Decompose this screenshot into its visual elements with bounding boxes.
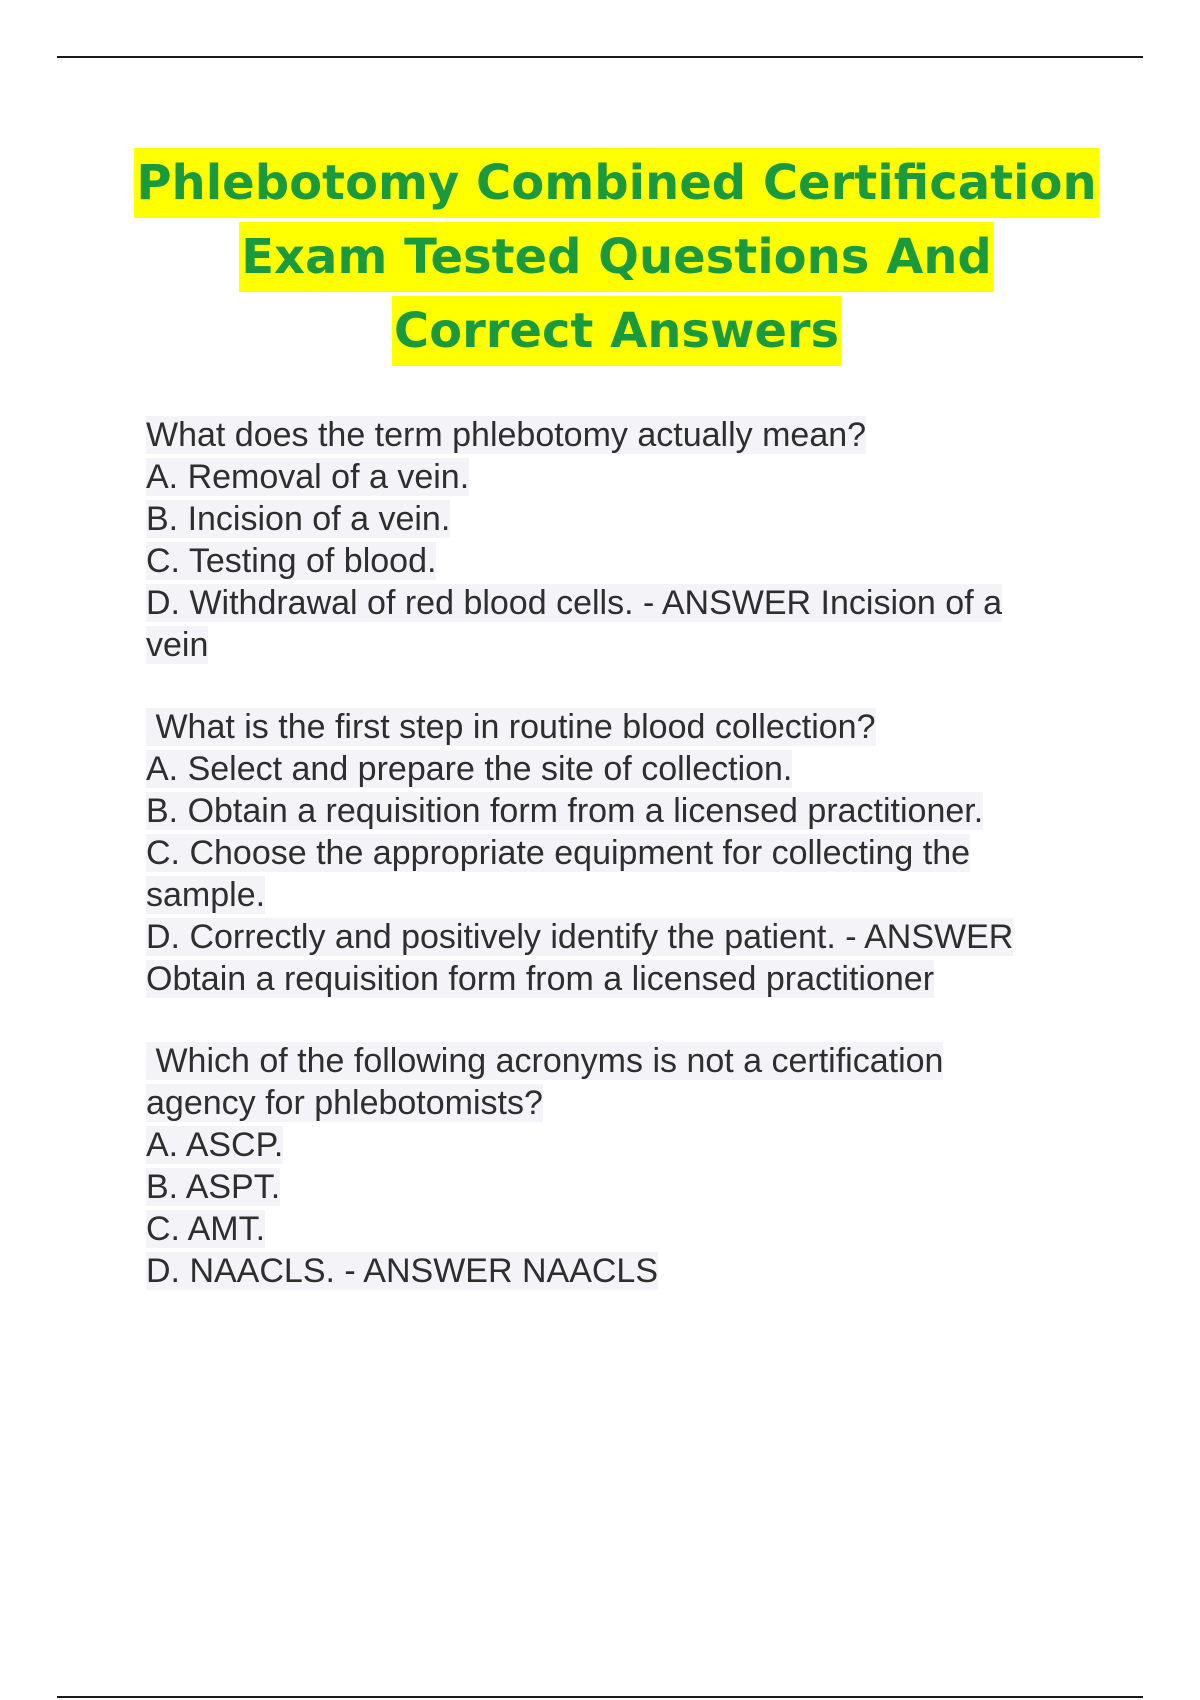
question-block-3: [146, 1040, 1086, 1292]
answer-continuation: Obtain a requisition form from a licensed practitioner: [146, 960, 935, 998]
option-a: A. ASCP.: [146, 1126, 284, 1164]
title-line-1: Phlebotomy Combined Certification: [134, 148, 1098, 218]
title-line-2: Exam Tested Questions And: [239, 222, 994, 292]
question-text-continuation: agency for phlebotomists?: [146, 1084, 543, 1122]
question-text: What is the first step in routine blood collection?: [146, 708, 876, 746]
option-d-answer: D. NAACLS. - ANSWER NAACLS: [146, 1252, 659, 1290]
question-text: What does the term phlebotomy actually mean?: [146, 416, 867, 454]
document-title: [0, 148, 1200, 370]
option-b: B. ASPT.: [146, 1168, 281, 1206]
option-d-answer: D. Withdrawal of red blood cells. - ANSWER Incision of a: [146, 584, 1002, 622]
option-c: C. Testing of blood.: [146, 542, 437, 580]
option-a: A. Removal of a vein.: [146, 458, 470, 496]
question-text: Which of the following acronyms is not a certification: [146, 1042, 944, 1080]
option-c: C. AMT.: [146, 1210, 266, 1248]
option-c-continuation: sample.: [146, 876, 266, 914]
title-line-3: Correct Answers: [392, 296, 841, 366]
header-rule: [57, 56, 1143, 58]
option-d-answer: D. Correctly and positively identify the patient. - ANSWER: [146, 918, 1014, 956]
option-b: B. Incision of a vein.: [146, 500, 451, 538]
footer-rule: [57, 1696, 1143, 1698]
option-a: A. Select and prepare the site of collection.: [146, 750, 793, 788]
question-block-1: [146, 414, 1086, 666]
question-list: [146, 414, 1086, 1332]
option-b: B. Obtain a requisition form from a licensed practitioner.: [146, 792, 984, 830]
answer-continuation: vein: [146, 626, 209, 664]
question-block-2: [146, 706, 1086, 1000]
option-c: C. Choose the appropriate equipment for collecting the: [146, 834, 971, 872]
